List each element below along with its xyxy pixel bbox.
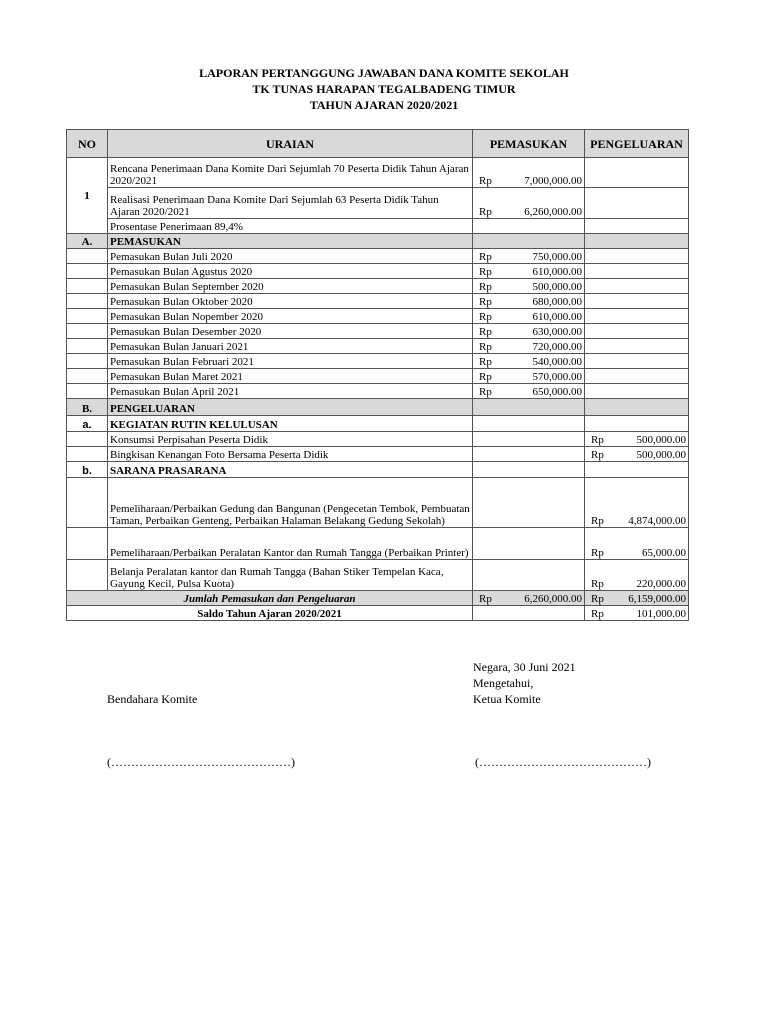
amount-value: 6,260,000.00 xyxy=(524,593,582,605)
income-row xyxy=(67,279,689,294)
school-name: TK TUNAS HARAPAN TEGALBADENG TIMUR xyxy=(252,82,516,96)
row-desc: Pemasukan Bulan Februari 2021 xyxy=(108,354,473,369)
currency-label: Rp xyxy=(479,326,492,338)
currency-label: Rp xyxy=(591,547,604,559)
income-amount xyxy=(473,309,585,324)
amount-value: 7,000,000.00 xyxy=(524,175,582,187)
amount-value: 750,000.00 xyxy=(532,251,582,263)
currency-label: Rp xyxy=(591,449,604,461)
realisasi-desc: Realisasi Penerimaan Dana Komite Dari Sejumlah 63 Peserta Didik Tahun Ajaran 2020/2021 xyxy=(108,188,473,219)
income-amount xyxy=(473,249,585,264)
header-pemasukan: PEMASUKAN xyxy=(473,130,585,158)
currency-label: Rp xyxy=(591,578,604,590)
section-a-row xyxy=(67,234,689,249)
income-row xyxy=(67,294,689,309)
amount-value: 650,000.00 xyxy=(532,386,582,398)
sub-a-title: KEGIATAN RUTIN KELULUSAN xyxy=(108,416,473,432)
rencana-amount xyxy=(473,158,585,188)
total-pemasukan xyxy=(473,591,585,606)
income-amount xyxy=(473,339,585,354)
sub-a-rows xyxy=(67,432,689,462)
row-desc: Bingkisan Kenangan Foto Bersama Peserta Didik xyxy=(108,447,473,462)
currency-label: Rp xyxy=(479,175,492,187)
table-row-realisasi xyxy=(67,188,689,219)
currency-label: Rp xyxy=(479,281,492,293)
row-desc: Pemasukan Bulan Agustus 2020 xyxy=(108,264,473,279)
currency-label: Rp xyxy=(479,251,492,263)
ketua-signature-line: (……………………………………) xyxy=(475,755,651,769)
table-header-row xyxy=(67,130,689,158)
income-amount xyxy=(473,279,585,294)
row-desc: Pemasukan Bulan Desember 2020 xyxy=(108,324,473,339)
expense-row xyxy=(67,560,689,591)
amount-value: 680,000.00 xyxy=(532,296,582,308)
currency-label: Rp xyxy=(479,593,492,605)
row-desc: Pemasukan Bulan Nopember 2020 xyxy=(108,309,473,324)
row-desc: Pemeliharaan/Perbaikan Gedung dan Bangunan (Pengecetan Tembok, Pembuatan Taman, Perbaikan Genteng, Perbaikan Halaman Belakang Gedung Sekolah) xyxy=(108,478,473,528)
totals xyxy=(67,591,689,621)
income-row xyxy=(67,324,689,339)
currency-label: Rp xyxy=(479,371,492,383)
income-amount xyxy=(473,369,585,384)
currency-label: Rp xyxy=(591,515,604,527)
rencana-desc: Rencana Penerimaan Dana Komite Dari Sejumlah 70 Peserta Didik Tahun Ajaran 2020/2021 xyxy=(108,158,473,188)
expense-section xyxy=(67,399,689,432)
income-row xyxy=(67,339,689,354)
sub-b-row xyxy=(67,462,689,478)
expense-amount xyxy=(585,478,689,528)
expense-row xyxy=(67,528,689,560)
income-row xyxy=(67,249,689,264)
saldo-row xyxy=(67,606,689,621)
currency-label: Rp xyxy=(479,356,492,368)
income-row xyxy=(67,369,689,384)
amount-value: 500,000.00 xyxy=(636,449,686,461)
expense-row xyxy=(67,432,689,447)
currency-label: Rp xyxy=(479,341,492,353)
section-a-title: PEMASUKAN xyxy=(108,234,473,249)
income-amount xyxy=(473,264,585,279)
header-no: NO xyxy=(67,130,108,158)
bendahara-role: Bendahara Komite xyxy=(107,692,198,706)
expense-row xyxy=(67,478,689,528)
report-title: LAPORAN PERTANGGUNG JAWABAN DANA KOMITE SEKOLAH xyxy=(199,66,569,80)
income-row xyxy=(67,354,689,369)
row-desc: Pemasukan Bulan Januari 2021 xyxy=(108,339,473,354)
amount-value: 6,260,000.00 xyxy=(524,206,582,218)
expense-amount xyxy=(585,528,689,560)
sub-b-section xyxy=(67,462,689,478)
expense-amount xyxy=(585,447,689,462)
currency-label: Rp xyxy=(479,386,492,398)
row-desc: Pemeliharaan/Perbaikan Peralatan Kantor dan Rumah Tangga (Perbaikan Printer) xyxy=(108,528,473,560)
expense-row xyxy=(67,447,689,462)
currency-label: Rp xyxy=(479,311,492,323)
amount-value: 101,000.00 xyxy=(636,608,686,620)
total-pengeluaran xyxy=(585,591,689,606)
saldo-amount xyxy=(585,606,689,621)
income-row xyxy=(67,384,689,399)
bendahara-signature-line: (………………………………………) xyxy=(107,755,295,769)
amount-value: 540,000.00 xyxy=(532,356,582,368)
ketua-role: Ketua Komite xyxy=(473,692,541,706)
income-row xyxy=(67,264,689,279)
row-desc: Pemasukan Bulan September 2020 xyxy=(108,279,473,294)
amount-value: 630,000.00 xyxy=(532,326,582,338)
academic-year: TAHUN AJARAN 2020/2021 xyxy=(309,98,459,112)
row-desc: Belanja Peralatan kantor dan Rumah Tangga (Bahan Stiker Tempelan Kaca, Gayung Kecil, Pulsa Kuota) xyxy=(108,560,473,591)
total-row xyxy=(67,591,689,606)
amount-value: 720,000.00 xyxy=(532,341,582,353)
sub-a-row xyxy=(67,416,689,432)
amount-value: 610,000.00 xyxy=(532,266,582,278)
currency-label: Rp xyxy=(591,593,604,605)
currency-label: Rp xyxy=(479,206,492,218)
header-pengeluaran: PENGELUARAN xyxy=(585,130,689,158)
row-desc: Pemasukan Bulan Juli 2020 xyxy=(108,249,473,264)
currency-label: Rp xyxy=(591,434,604,446)
income-amount xyxy=(473,324,585,339)
sub-b-no: b. xyxy=(67,462,108,478)
currency-label: Rp xyxy=(591,608,604,620)
expense-amount xyxy=(585,560,689,591)
table-body xyxy=(67,158,689,249)
section-b-no: B. xyxy=(67,399,108,416)
sub-b-title: SARANA PRASARANA xyxy=(108,462,473,478)
income-row xyxy=(67,309,689,324)
amount-value: 500,000.00 xyxy=(636,434,686,446)
section-a-no: A. xyxy=(67,234,108,249)
amount-value: 610,000.00 xyxy=(532,311,582,323)
row-desc: Konsumsi Perpisahan Peserta Didik xyxy=(108,432,473,447)
income-amount xyxy=(473,294,585,309)
amount-value: 6,159,000.00 xyxy=(628,593,686,605)
sub-a-no: a. xyxy=(67,416,108,432)
amount-value: 65,000.00 xyxy=(642,547,686,559)
prosentase-desc: Prosentase Penerimaan 89,4% xyxy=(108,219,473,234)
realisasi-amount xyxy=(473,188,585,219)
mengetahui-label: Mengetahui, xyxy=(473,676,534,690)
amount-value: 4,874,000.00 xyxy=(628,515,686,527)
currency-label: Rp xyxy=(479,296,492,308)
total-label: Jumlah Pemasukan dan Pengeluaran xyxy=(67,591,473,606)
saldo-label: Saldo Tahun Ajaran 2020/2021 xyxy=(67,606,473,621)
section-b-title: PENGELUARAN xyxy=(108,399,473,416)
table-row-prosentase xyxy=(67,219,689,234)
income-rows xyxy=(67,249,689,399)
income-amount xyxy=(473,354,585,369)
header-uraian: URAIAN xyxy=(108,130,473,158)
table-row-rencana xyxy=(67,158,689,188)
section-b-row xyxy=(67,399,689,416)
row-desc: Pemasukan Bulan Maret 2021 xyxy=(108,369,473,384)
report-table xyxy=(66,129,689,621)
sub-b-rows xyxy=(67,478,689,591)
expense-amount xyxy=(585,432,689,447)
income-amount xyxy=(473,384,585,399)
row-desc: Pemasukan Bulan April 2021 xyxy=(108,384,473,399)
amount-value: 500,000.00 xyxy=(532,281,582,293)
amount-value: 570,000.00 xyxy=(532,371,582,383)
row-desc: Pemasukan Bulan Oktober 2020 xyxy=(108,294,473,309)
row-number: 1 xyxy=(67,158,108,234)
currency-label: Rp xyxy=(479,266,492,278)
amount-value: 220,000.00 xyxy=(636,578,686,590)
place-date: Negara, 30 Juni 2021 xyxy=(473,660,576,674)
